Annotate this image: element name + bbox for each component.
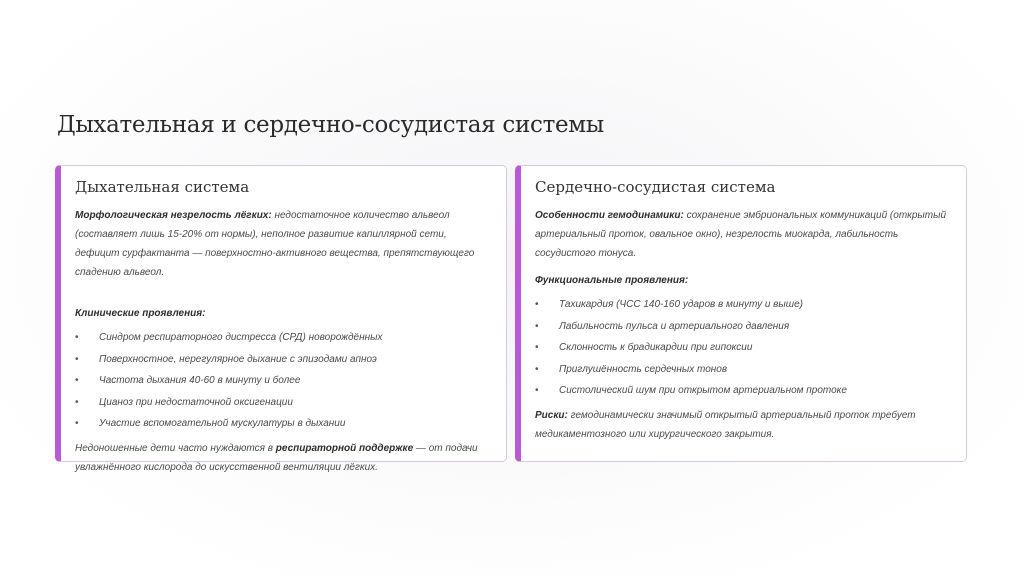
risks-text: гемодинамически значимый открытый артериальный проток требует медикаментозного или хирургического закрытия. bbox=[535, 409, 916, 440]
list-item-text: Участие вспомогательной мускулатуры в дыхании bbox=[99, 418, 346, 429]
respiratory-heading: Дыхательная система bbox=[75, 178, 250, 196]
bullet-icon: • bbox=[535, 363, 539, 375]
respiratory-card bbox=[55, 165, 507, 473]
bullet-icon: • bbox=[535, 342, 539, 353]
support-note bbox=[75, 439, 492, 477]
list-item bbox=[75, 327, 492, 349]
functional-label: Функциональные проявления: bbox=[535, 275, 689, 286]
hemodynamics-text: сохранение эмбриональных коммуникаций (открытый артериальный проток, овальное окно), незрелость миокарда, лабильность сосудистого тонуса. bbox=[535, 210, 947, 259]
page-title: Дыхательная и сердечно-сосудистая системы bbox=[57, 112, 604, 138]
list-item-text: Лабильность пульса и артериального давления bbox=[559, 320, 790, 332]
functional-list bbox=[535, 294, 952, 402]
list-item bbox=[75, 349, 492, 371]
clinical-list bbox=[75, 327, 492, 435]
list-item bbox=[75, 392, 492, 414]
list-item-text: Систолический шум при открытом артериальном протоке bbox=[559, 385, 847, 396]
list-item-text: Частота дыхания 40-60 в минуту и более bbox=[99, 375, 301, 386]
support-note-end: — от подачи увлажнённого кислорода до искусственной вентиляции лёгких. bbox=[75, 442, 478, 473]
list-item-text: Склонность к брадикардии при гипоксии bbox=[559, 342, 753, 353]
list-item bbox=[535, 316, 952, 338]
support-note-start: Недоношенные дети часто нуждаются в bbox=[75, 442, 276, 454]
bullet-icon: • bbox=[75, 375, 79, 386]
list-item bbox=[535, 380, 952, 402]
hemodynamics-paragraph bbox=[535, 206, 952, 263]
bullet-icon: • bbox=[75, 353, 79, 365]
bullet-icon: • bbox=[535, 385, 539, 396]
list-item-text: Синдром респираторного дистресса (СРД) новорождённых bbox=[99, 332, 383, 343]
list-item-text: Тахикардия (ЧСС 140-160 ударов в минуту и выше) bbox=[559, 299, 803, 310]
bullet-icon: • bbox=[535, 299, 539, 310]
cardio-heading: Сердечно-сосудистая система bbox=[535, 178, 776, 196]
list-item-text: Приглушённость сердечных тонов bbox=[559, 363, 728, 375]
list-item-text: Поверхностное, нерегулярное дыхание с эпизодами апноэ bbox=[99, 353, 377, 365]
list-item bbox=[535, 359, 952, 381]
bullet-icon: • bbox=[75, 332, 79, 343]
morphology-text: недостаточное количество альвеол (составляет лишь 15-20% от нормы), неполное развитие капиллярной сети, дефицит сурфактанта — поверхностно-активного вещества, препятствующего спадению альвеол. bbox=[75, 210, 475, 278]
clinical-label: Клинические проявления: bbox=[75, 308, 206, 319]
list-item-text: Цианоз при недостаточной оксигенации bbox=[99, 396, 293, 408]
morphology-label: Морфологическая незрелость лёгких: bbox=[75, 210, 272, 221]
cardio-card bbox=[515, 165, 967, 462]
list-item bbox=[75, 370, 492, 392]
risks-label: Риски: bbox=[535, 409, 568, 421]
list-item bbox=[75, 413, 492, 435]
morphology-paragraph bbox=[75, 206, 492, 282]
list-item bbox=[535, 294, 952, 316]
bullet-icon: • bbox=[535, 320, 539, 332]
support-note-bold: респираторной поддержке bbox=[275, 442, 414, 454]
list-item bbox=[535, 337, 952, 359]
bullet-icon: • bbox=[75, 396, 79, 408]
bullet-icon: • bbox=[75, 418, 79, 429]
hemodynamics-label: Особенности гемодинамики: bbox=[535, 210, 684, 221]
risks-paragraph bbox=[535, 406, 952, 444]
